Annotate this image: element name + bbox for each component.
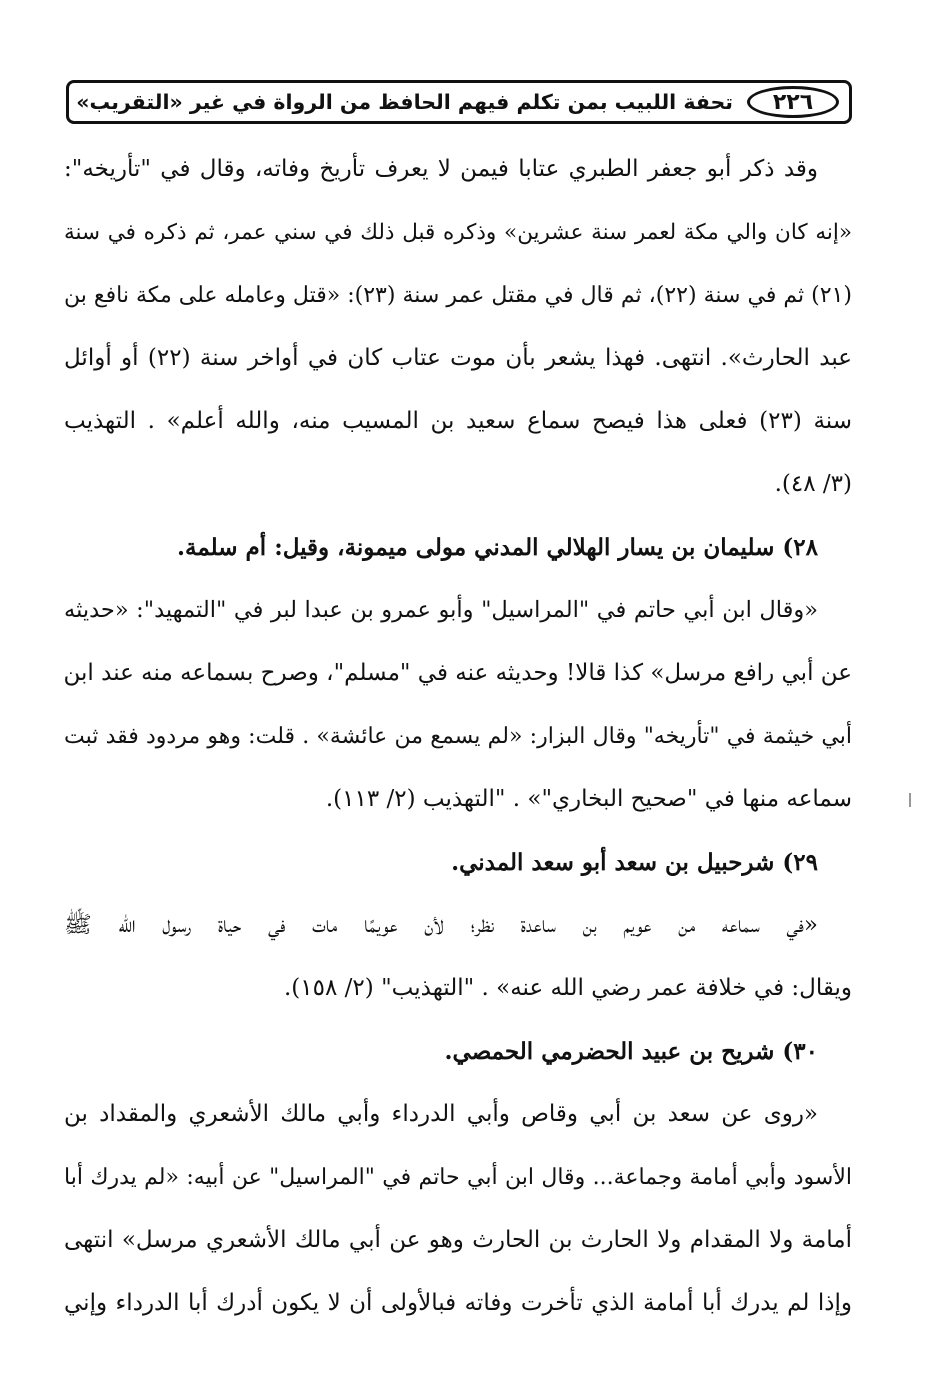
text-line: «في سماعه من عويم بن ساعدة نظر؛ لأن عويمًا مات في حياة رسول الله ﷺ (64, 912, 818, 938)
text-line: ٣٠) شريح بن عبيد الحضرمي الحمصي. (444, 1038, 818, 1065)
page-number: ٢٢٦ (747, 86, 839, 118)
text-line: وإذا لم يدرك أبا أمامة الذي تأخرت وفاته فبالأولى أن لا يكون أدرك أبا الدرداء وإني (64, 1290, 852, 1316)
text-line: أمامة ولا المقدام ولا الحارث بن الحارث وهو عن أبي مالك الأشعري مرسل» انتهى (64, 1227, 852, 1253)
running-header (66, 80, 852, 124)
text-line: (٣/ ٤٨). (774, 471, 852, 497)
text-line: ٢٨) سليمان بن يسار الهلالي المدني مولى ميمونة، وقيل: أم سلمة. (177, 534, 818, 561)
text-line: أبي خيثمة في "تأريخه" وقال البزار: «لم يسمع من عائشة» . قلت: وهو مردود فقد ثبت (64, 724, 852, 749)
text-line: سنة (٢٣) فعلى هذا فيصح سماع سعيد بن المسيب منه، والله أعلم» . التهذيب (64, 408, 852, 434)
text-line: «وقال ابن أبي حاتم في "المراسيل" وأبو عمرو بن عبدا لبر في "التمهيد": «حديثه (64, 597, 818, 623)
text-line: عبد الحارث». انتهى. فهذا يشعر بأن موت عتاب كان في أواخر سنة (٢٢) أو أوائل (64, 345, 852, 371)
running-title: تحفة اللبيب بمن تكلم فيهم الحافظ من الرواة في غير «التقريب» (76, 90, 733, 114)
text-line: الأسود وأبي أمامة وجماعة... وقال ابن أبي حاتم في "المراسيل" عن أبيه: «لم يدرك أبا (64, 1165, 852, 1190)
text-line: وقد ذكر أبو جعفر الطبري عتابا فيمن لا يعرف تأريخ وفاته، وقال في "تأريخه": (64, 156, 818, 182)
scan-mark (909, 793, 911, 807)
text-line: «إنه كان والي مكة لعمر سنة عشرين» وذكره قبل ذلك في سني عمر، ثم ذكره في سنة (64, 220, 852, 245)
text-line: (٢١) ثم في سنة (٢٢)، ثم قال في مقتل عمر سنة (٢٣): «قتل وعامله على مكة نافع بن (64, 283, 852, 308)
text-line: ويقال: في خلافة عمر رضي الله عنه» . "التهذيب" (٢/ ١٥٨). (284, 975, 852, 1001)
text-line: عن أبي رافع مرسل» كذا قالا! وحديثه عنه في "مسلم"، وصرح بسماعه منه عند ابن (64, 660, 852, 686)
text-line: «روى عن سعد بن أبي وقاص وأبي الدرداء وأبي مالك الأشعري والمقداد بن (64, 1101, 818, 1127)
text-line: ٢٩) شرحبيل بن سعد أبو سعد المدني. (451, 849, 818, 876)
body-text (64, 138, 852, 1335)
text-line: سماعه منها في "صحيح البخاري"» . "التهذيب (٢/ ١١٣). (325, 786, 852, 812)
